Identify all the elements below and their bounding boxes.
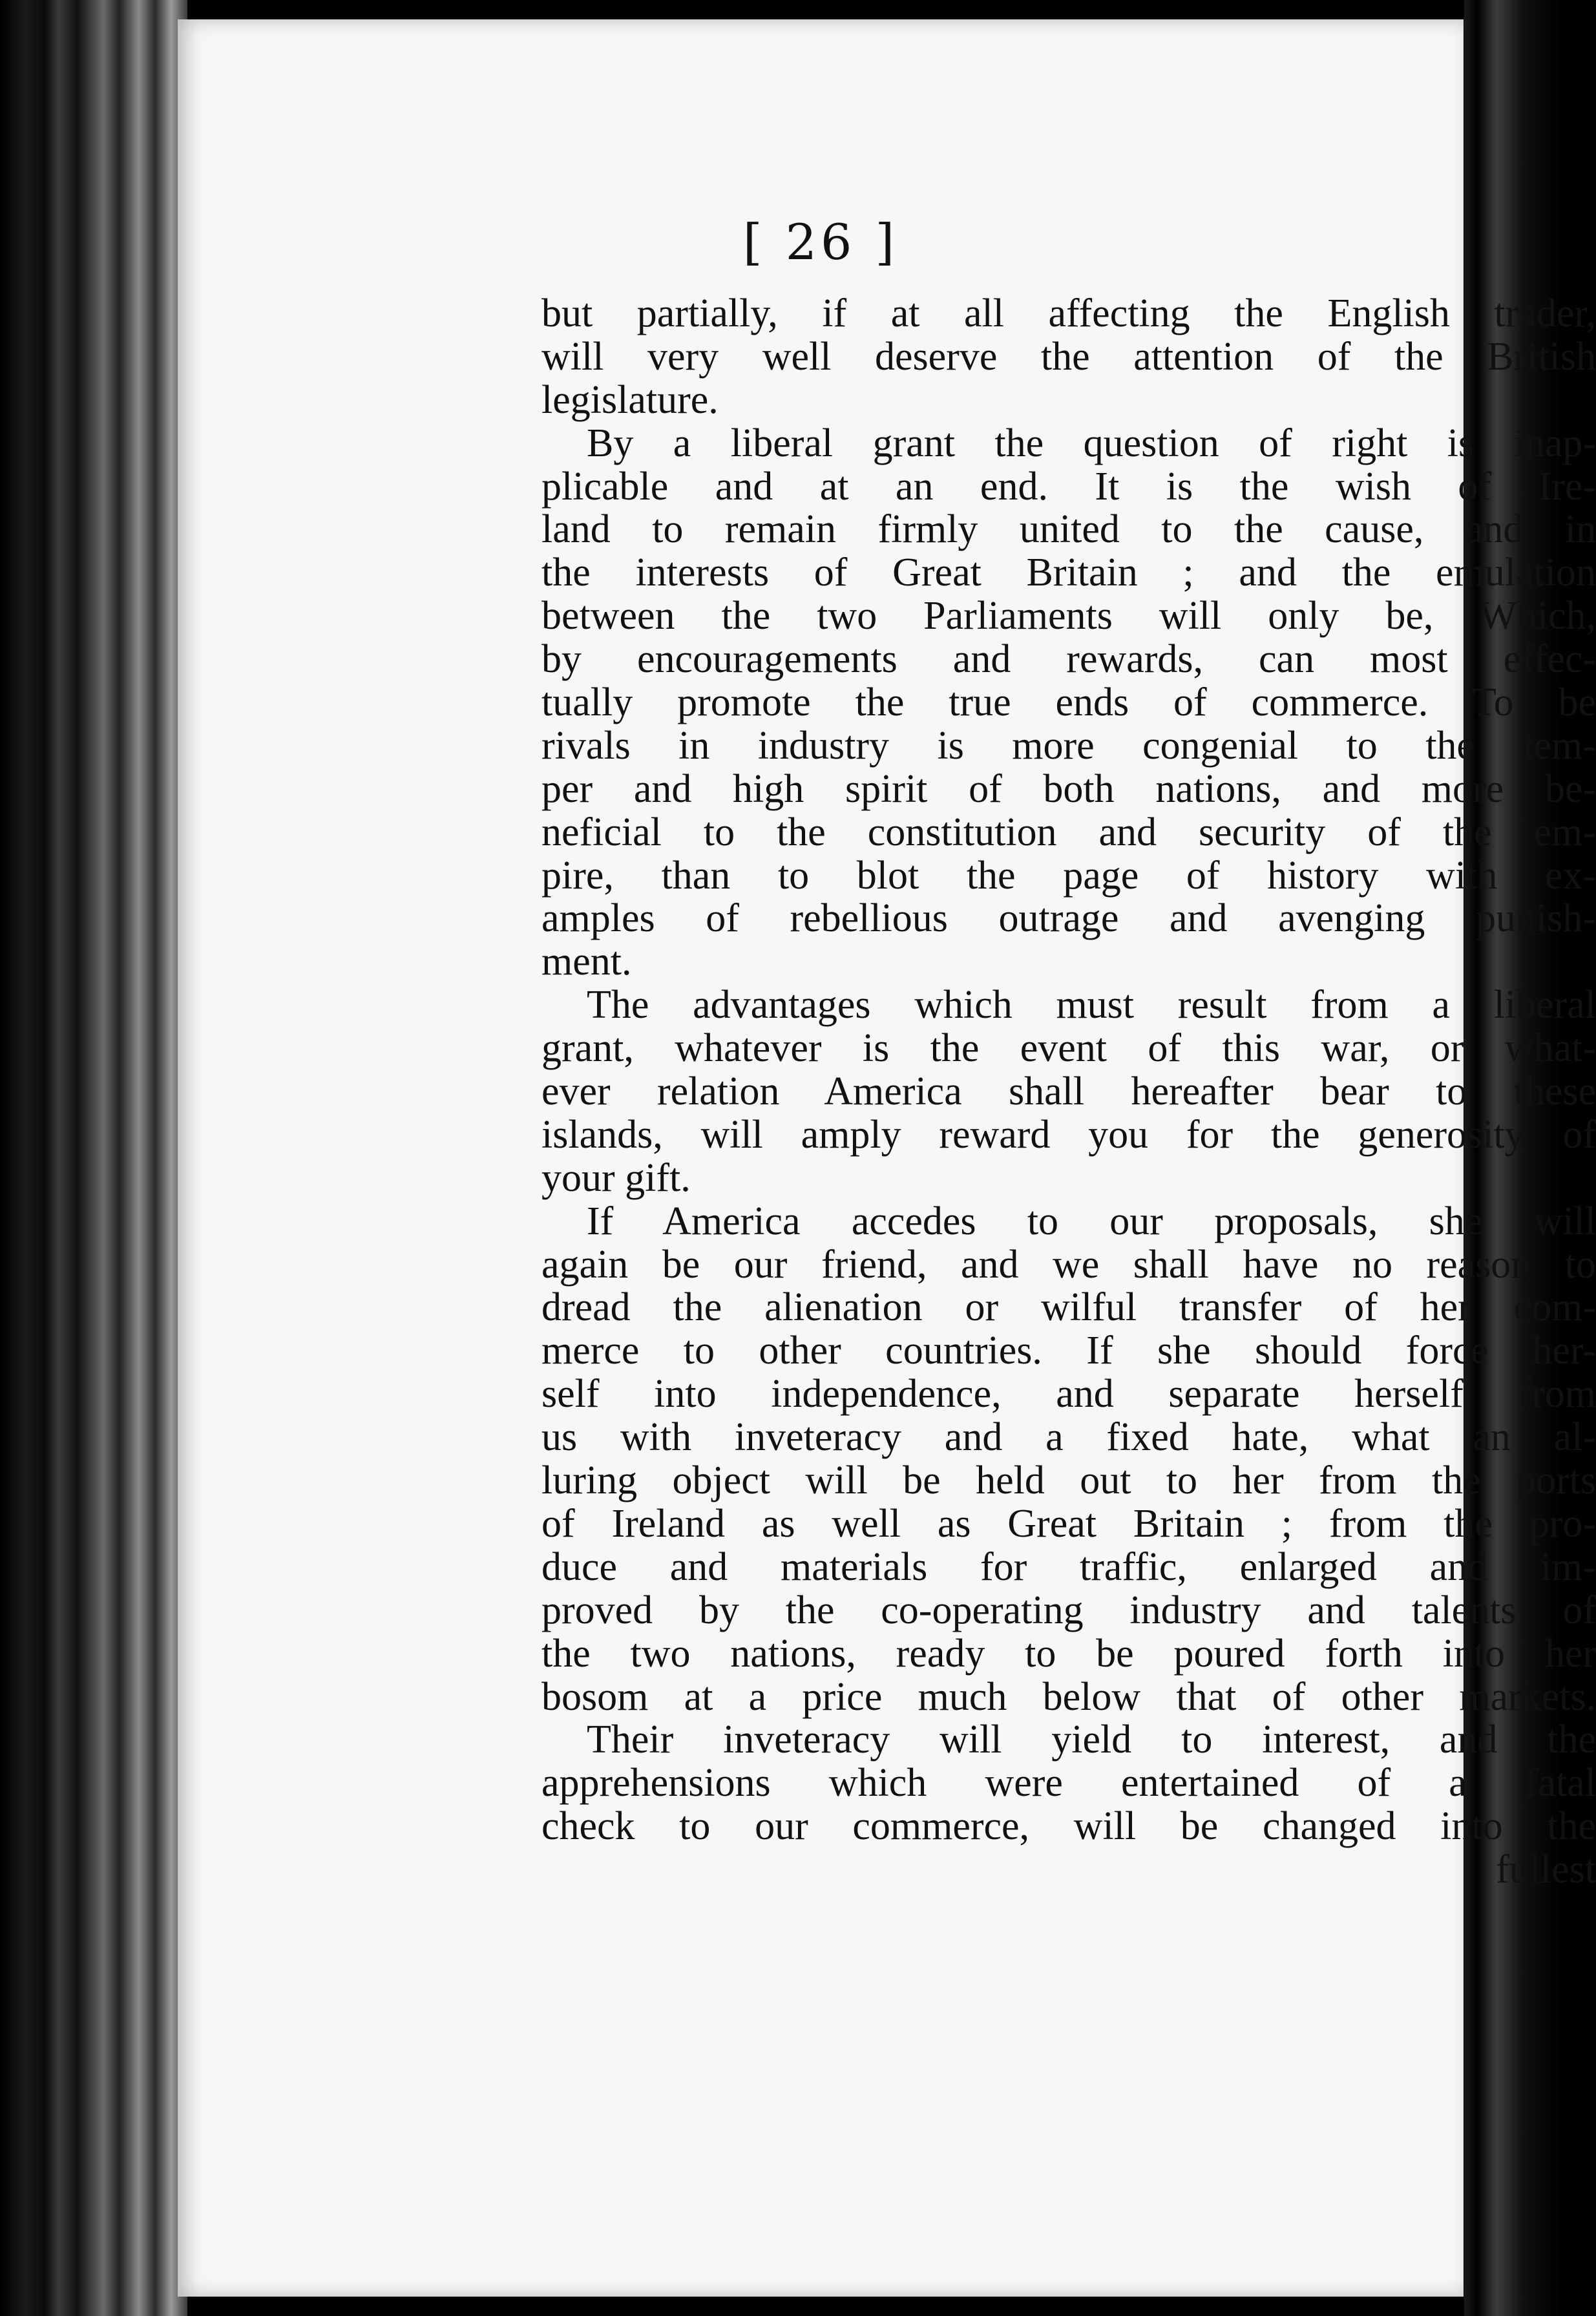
text-line: neficial to the constitution and security of the em- — [541, 810, 1596, 854]
text-line: by encouragements and rewards, can most effec- — [541, 637, 1596, 682]
text-line: us with inveteracy and a fixed hate, what an al- — [541, 1415, 1596, 1460]
text-line: self into independence, and separate herself from — [541, 1372, 1596, 1416]
text-line: duce and materials for traffic, enlarged and im- — [541, 1544, 1596, 1589]
text-line: legislature. — [541, 377, 719, 422]
text-line: The advantages which must result from a liberal — [587, 983, 1596, 1027]
text-line: check to our commerce, will be changed into the — [541, 1804, 1596, 1849]
body-text — [541, 292, 1596, 1891]
text-line: luring object will be held out to her from the ports — [541, 1458, 1596, 1503]
text-line: land to remain firmly united to the cause, and in — [541, 507, 1596, 552]
page-number: [ 26 ] — [742, 213, 899, 271]
text-line: bosom at a price much below that of other markets. — [541, 1674, 1596, 1719]
text-line: your gift. — [541, 1155, 691, 1200]
book-binding-gutter — [0, 0, 187, 2316]
text-line: apprehensions which were entertained of a fatal — [541, 1761, 1596, 1805]
text-line: of Ireland as well as Great Britain ; from the pro- — [541, 1501, 1596, 1546]
text-line: grant, whatever is the event of this war, or what- — [541, 1026, 1596, 1071]
text-line: Their inveteracy will yield to interest, and the — [587, 1718, 1596, 1762]
text-line: dread the alienation or wilful transfer of her com- — [541, 1285, 1596, 1330]
text-line: proved by the co-operating industry and talents of — [541, 1588, 1596, 1632]
text-line: amples of rebellious outrage and avenging punish- — [541, 896, 1596, 941]
catchword: fullest — [1496, 1848, 1596, 1892]
text-line: merce to other countries. If she should force her- — [541, 1329, 1596, 1373]
text-line: per and high spirit of both nations, and more be- — [541, 766, 1596, 811]
text-line: rivals in industry is more congenial to the tem- — [541, 723, 1596, 768]
text-line: tually promote the true ends of commerce. To be — [541, 680, 1596, 725]
text-line: the two nations, ready to be poured forth into her — [541, 1631, 1596, 1676]
text-line: By a liberal grant the question of right is inap- — [587, 421, 1596, 465]
text-line: pire, than to blot the page of history with ex- — [541, 853, 1596, 898]
text-line: the interests of Great Britain ; and the emulation — [541, 551, 1596, 595]
text-line: again be our friend, and we shall have no reason to — [541, 1242, 1596, 1287]
text-line: plicable and at an end. It is the wish of Ire- — [541, 464, 1596, 509]
text-line: between the two Parliaments will only be, Which, — [541, 594, 1596, 638]
text-line: ever relation America shall hereafter bear to these — [541, 1069, 1596, 1114]
book-page — [178, 19, 1596, 2297]
text-line: but partially, if at all affecting the English trader, — [541, 291, 1596, 335]
text-line: ment. — [541, 940, 632, 984]
text-line: will very well deserve the attention of the British — [541, 334, 1596, 379]
text-line: If America accedes to our proposals, she will — [587, 1199, 1596, 1243]
text-line: islands, will amply reward you for the generosity of — [541, 1112, 1596, 1157]
